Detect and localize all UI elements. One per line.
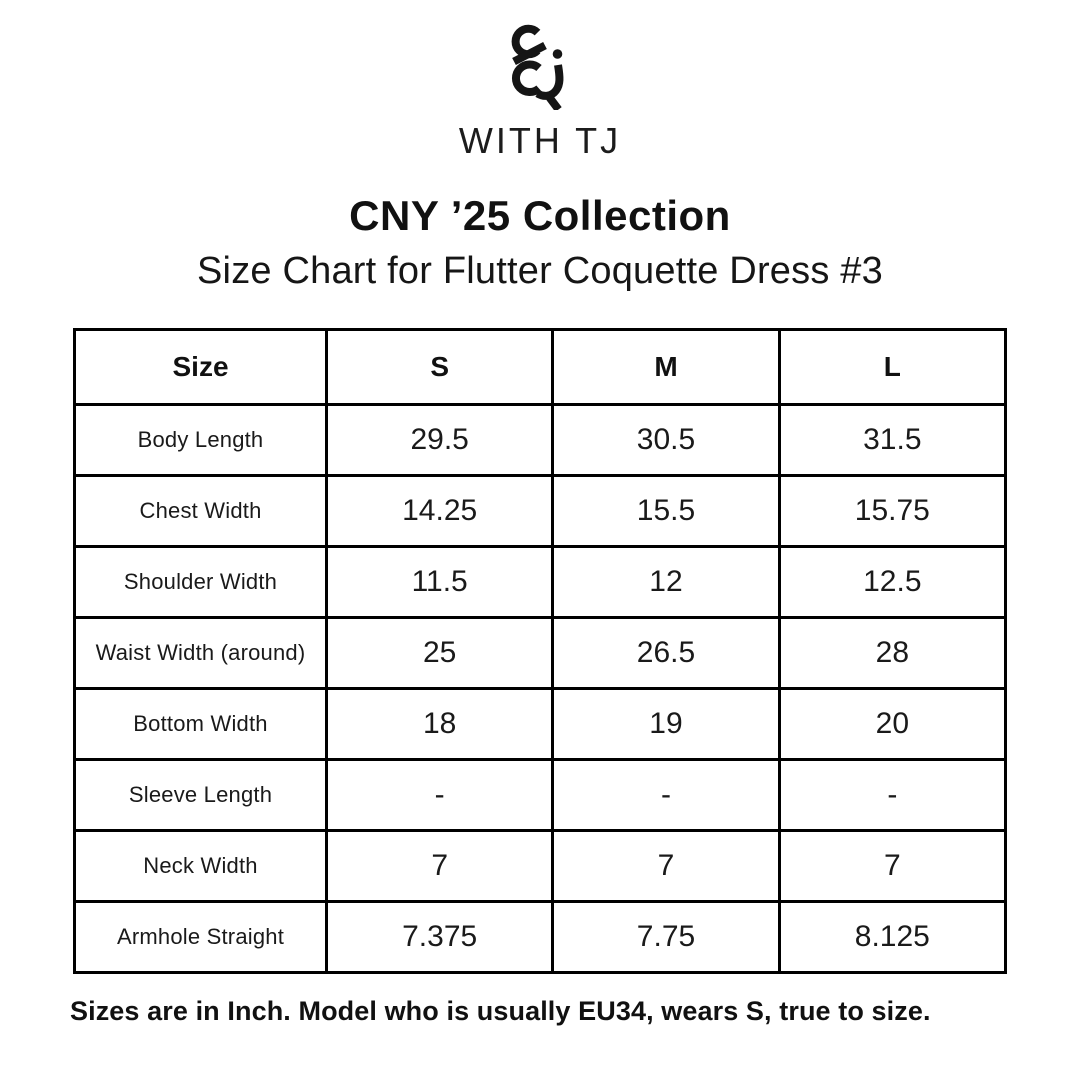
measurement-cell: 7.75 bbox=[553, 902, 779, 973]
measurement-cell: 12 bbox=[553, 547, 779, 618]
measurement-cell: 30.5 bbox=[553, 405, 779, 476]
size-chart-subtitle: Size Chart for Flutter Coquette Dress #3 bbox=[197, 250, 883, 292]
measurement-cell: - bbox=[779, 760, 1005, 831]
row-label: Neck Width bbox=[75, 831, 327, 902]
size-table-body bbox=[75, 405, 1006, 973]
row-label: Bottom Width bbox=[75, 689, 327, 760]
column-header-size: Size bbox=[75, 330, 327, 405]
collection-title: CNY ’25 Collection bbox=[349, 192, 731, 239]
table-row bbox=[75, 902, 1006, 973]
column-header-m: M bbox=[553, 330, 779, 405]
measurement-cell: 29.5 bbox=[327, 405, 553, 476]
measurement-cell: 18 bbox=[327, 689, 553, 760]
row-label: Waist Width (around) bbox=[75, 618, 327, 689]
column-header-s: S bbox=[327, 330, 553, 405]
measurement-cell: 20 bbox=[779, 689, 1005, 760]
measurement-cell: 7 bbox=[553, 831, 779, 902]
table-row bbox=[75, 547, 1006, 618]
table-row bbox=[75, 760, 1006, 831]
measurement-cell: 25 bbox=[327, 618, 553, 689]
measurement-cell: 15.5 bbox=[553, 476, 779, 547]
measurement-cell: 28 bbox=[779, 618, 1005, 689]
measurement-cell: - bbox=[553, 760, 779, 831]
measurement-cell: 19 bbox=[553, 689, 779, 760]
measurement-cell: 26.5 bbox=[553, 618, 779, 689]
table-row bbox=[75, 689, 1006, 760]
measurement-cell: 11.5 bbox=[327, 547, 553, 618]
size-table-header-row bbox=[75, 330, 1006, 405]
size-note: Sizes are in Inch. Model who is usually EU34, wears S, true to size. bbox=[70, 996, 931, 1026]
measurement-cell: 8.125 bbox=[779, 902, 1005, 973]
measurement-cell: 7 bbox=[779, 831, 1005, 902]
with-tj-logo-icon bbox=[507, 22, 573, 110]
column-header-l: L bbox=[779, 330, 1005, 405]
measurement-cell: 31.5 bbox=[779, 405, 1005, 476]
row-label: Sleeve Length bbox=[75, 760, 327, 831]
measurement-cell: 14.25 bbox=[327, 476, 553, 547]
measurement-cell: 15.75 bbox=[779, 476, 1005, 547]
size-table bbox=[73, 328, 1007, 974]
table-row bbox=[75, 618, 1006, 689]
row-label: Body Length bbox=[75, 405, 327, 476]
row-label: Armhole Straight bbox=[75, 902, 327, 973]
row-label: Chest Width bbox=[75, 476, 327, 547]
table-row bbox=[75, 405, 1006, 476]
row-label: Shoulder Width bbox=[75, 547, 327, 618]
table-row bbox=[75, 831, 1006, 902]
measurement-cell: 7 bbox=[327, 831, 553, 902]
brand-name: WITH TJ bbox=[458, 120, 622, 161]
measurement-cell: 12.5 bbox=[779, 547, 1005, 618]
table-row bbox=[75, 476, 1006, 547]
measurement-cell: 7.375 bbox=[327, 902, 553, 973]
measurement-cell: - bbox=[327, 760, 553, 831]
